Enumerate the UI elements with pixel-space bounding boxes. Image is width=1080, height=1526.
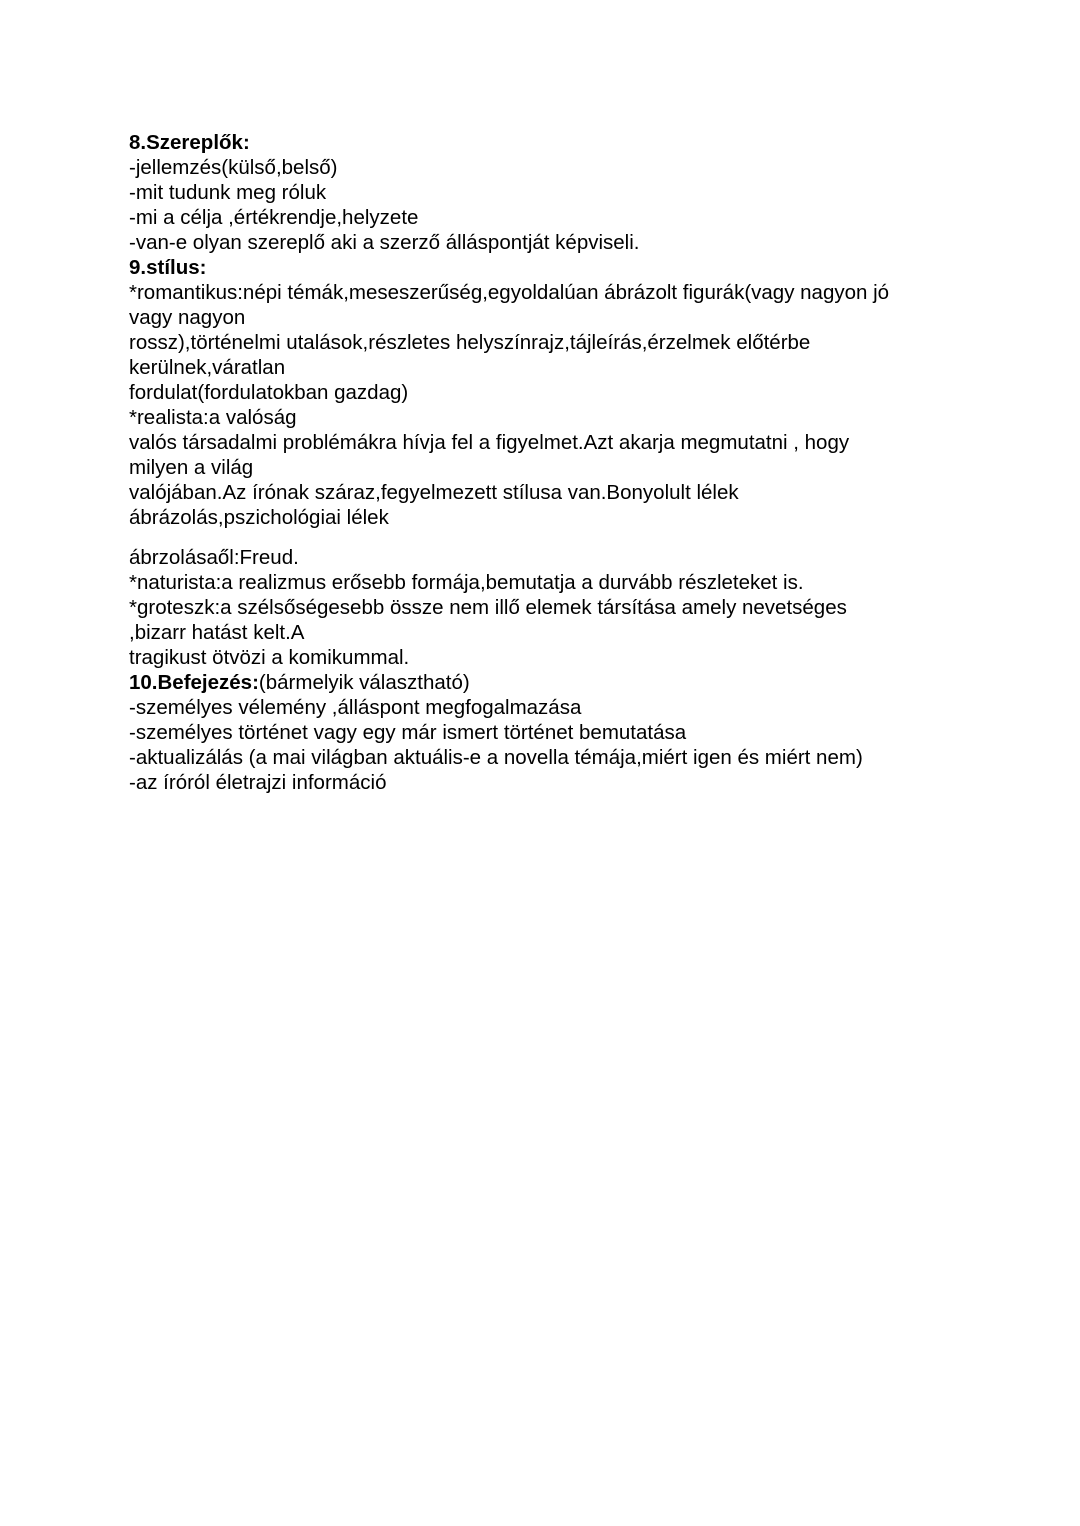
section-8-line: -mit tudunk meg róluk xyxy=(129,181,327,204)
section-10-heading-line xyxy=(129,670,959,695)
section-9-line: kerülnek,váratlan xyxy=(129,356,286,379)
section-10-line: -személyes vélemény ,álláspont megfogalmazása xyxy=(129,696,582,719)
section-9-line: *naturista:a realizmus erősebb formája,bemutatja a durvább részleteket is. xyxy=(129,571,804,594)
section-9-line: *romantikus:népi témák,meseszerűség,egyoldalúan ábrázolt figurák(vagy nagyon jó xyxy=(129,281,890,304)
section-9-line: rossz),történelmi utalások,részletes helyszínrajz,tájleírás,érzelmek előtérbe xyxy=(129,331,811,354)
section-10-heading-suffix: (bármelyik választható) xyxy=(258,671,470,694)
section-10-line: -személyes történet vagy egy már ismert történet bemutatása xyxy=(129,721,687,744)
section-9-line: valós társadalmi problémákra hívja fel a figyelmet.Azt akarja megmutatni , hogy xyxy=(129,431,850,454)
section-8-line: -van-e olyan szereplő aki a szerző álláspontját képviseli. xyxy=(129,231,640,254)
section-8-line: -jellemzés(külső,belső) xyxy=(129,156,338,179)
section-9-line: vagy nagyon xyxy=(129,306,246,329)
section-8-line: -mi a célja ,értékrendje,helyzete xyxy=(129,206,419,229)
section-8-heading: 8.Szereplők: xyxy=(129,131,250,154)
section-10-heading: 10.Befejezés: xyxy=(129,671,259,694)
document-page xyxy=(129,130,959,795)
section-10-line: -aktualizálás (a mai világban aktuális-e a novella témája,miért igen és miért nem) xyxy=(129,746,863,769)
section-9-line: *groteszk:a szélsőségesebb össze nem illő elemek társítása amely nevetséges xyxy=(129,596,847,619)
section-10-line: -az íróról életrajzi információ xyxy=(129,771,387,794)
section-9-line: ábrázolás,pszichológiai lélek xyxy=(129,506,389,529)
section-9-line: *realista:a valóság xyxy=(129,406,297,429)
paragraph-gap xyxy=(129,530,959,545)
section-9-line: ,bizarr hatást kelt.A xyxy=(129,621,305,644)
section-9-line: fordulat(fordulatokban gazdag) xyxy=(129,381,409,404)
section-9-heading: 9.stílus: xyxy=(129,256,207,279)
section-9-line: tragikust ötvözi a komikummal. xyxy=(129,646,410,669)
section-9-line: milyen a világ xyxy=(129,456,254,479)
section-9-line: valójában.Az írónak száraz,fegyelmezett stílusa van.Bonyolult lélek xyxy=(129,481,739,504)
section-9-line: ábrzolásaől:Freud. xyxy=(129,546,299,569)
